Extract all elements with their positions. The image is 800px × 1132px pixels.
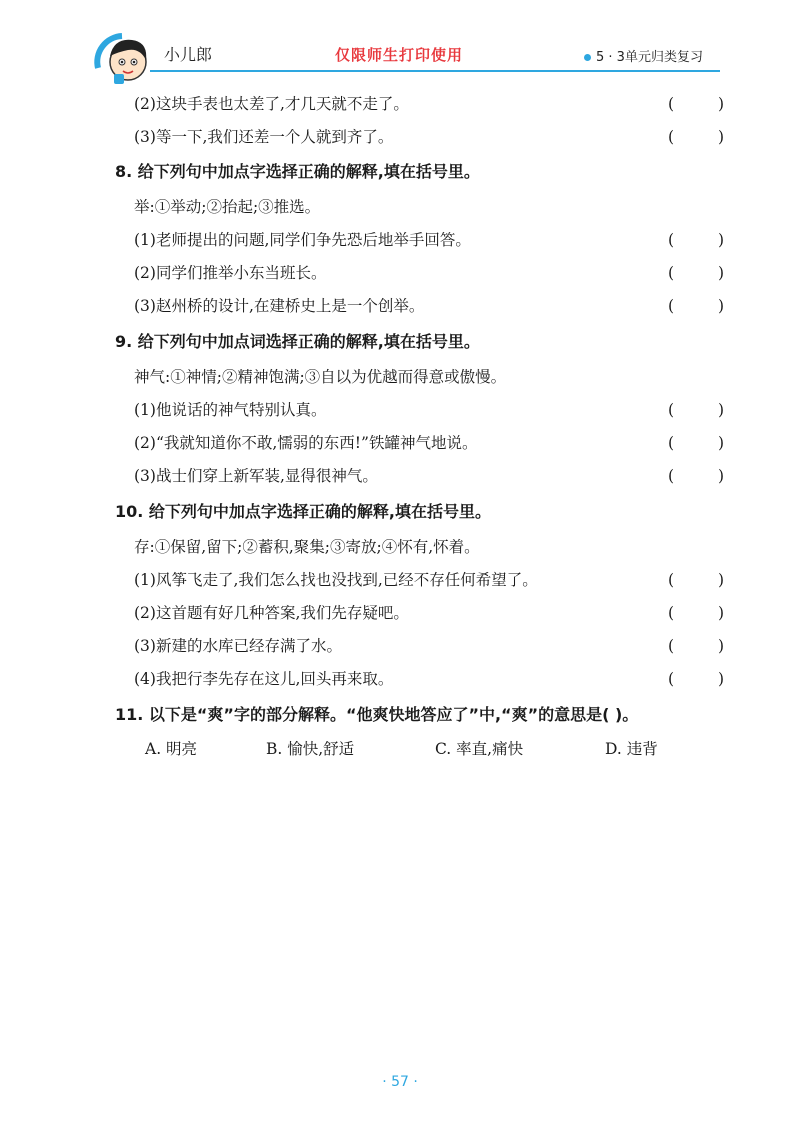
header-divider — [150, 70, 720, 72]
section-tag — [584, 46, 703, 65]
definitions: 举:①举动;②抬起;③推选。 — [134, 198, 321, 216]
item-text: (3)等一下,我们还差一个人就到齐了。 — [134, 128, 394, 146]
item-text: (2)这块手表也太差了,才几天就不走了。 — [134, 95, 409, 113]
question-item: (3)新建的水库已经存满了水。 ( ) — [134, 637, 724, 655]
question-item: (2)同学们推举小东当班长。 ( ) — [134, 264, 724, 282]
section-label: 5 · 3单元归类复习 — [596, 50, 703, 65]
print-only-banner: 仅限师生打印使用 — [335, 46, 464, 64]
question-title: 10. 给下列句中加点字选择正确的解释,填在括号里。 — [115, 502, 491, 521]
question-item: (3)战士们穿上新军装,显得很神气。 ( ) — [134, 467, 724, 485]
page-header — [0, 0, 800, 90]
option-d[interactable]: D. 违背 — [605, 740, 658, 758]
definitions: 存:①保留,留下;②蓄积,聚集;③寄放;④怀有,怀着。 — [134, 538, 480, 556]
question-item: (4)我把行李先存在这儿,回头再来取。 ( ) — [134, 670, 724, 688]
question-item: (1)风筝飞走了,我们怎么找也没找到,已经不存任何希望了。 ( ) — [134, 571, 724, 589]
question-item: (1)他说话的神气特别认真。 ( ) — [134, 401, 724, 419]
question-item: (2)“我就知道你不敢,懦弱的东西!”铁罐神气地说。 ( ) — [134, 434, 724, 452]
brand-name: 小儿郎 — [164, 45, 213, 64]
question-title: 8. 给下列句中加点字选择正确的解释,填在括号里。 — [115, 162, 480, 181]
question-item: (3)赵州桥的设计,在建桥史上是一个创举。 ( ) — [134, 297, 724, 315]
question-item: (2)这块手表也太差了,才几天就不走了。 ( ) — [0, 88, 800, 120]
question-item: (1)老师提出的问题,同学们争先恐后地举手回答。 ( ) — [134, 231, 724, 249]
option-c[interactable]: C. 率直,痛快 — [435, 740, 524, 758]
mascot-logo-icon — [92, 28, 156, 92]
bullet-dot-icon — [584, 54, 591, 61]
option-b[interactable]: B. 愉快,舒适 — [266, 740, 355, 758]
option-a[interactable]: A. 明亮 — [145, 740, 198, 758]
question-title: 11. 以下是“爽”字的部分解释。“他爽快地答应了”中,“爽”的意思是( )。 — [115, 705, 639, 724]
question-title: 9. 给下列句中加点词选择正确的解释,填在括号里。 — [115, 332, 480, 351]
question-item: (2)这首题有好几种答案,我们先存疑吧。 ( ) — [134, 604, 724, 622]
definitions: 神气:①神情;②精神饱满;③自以为优越而得意或傲慢。 — [134, 368, 507, 386]
page-number: · 57 · — [382, 1074, 418, 1090]
question-item: (3)等一下,我们还差一个人就到齐了。 ( ) — [0, 121, 800, 153]
answer-options — [0, 733, 800, 765]
